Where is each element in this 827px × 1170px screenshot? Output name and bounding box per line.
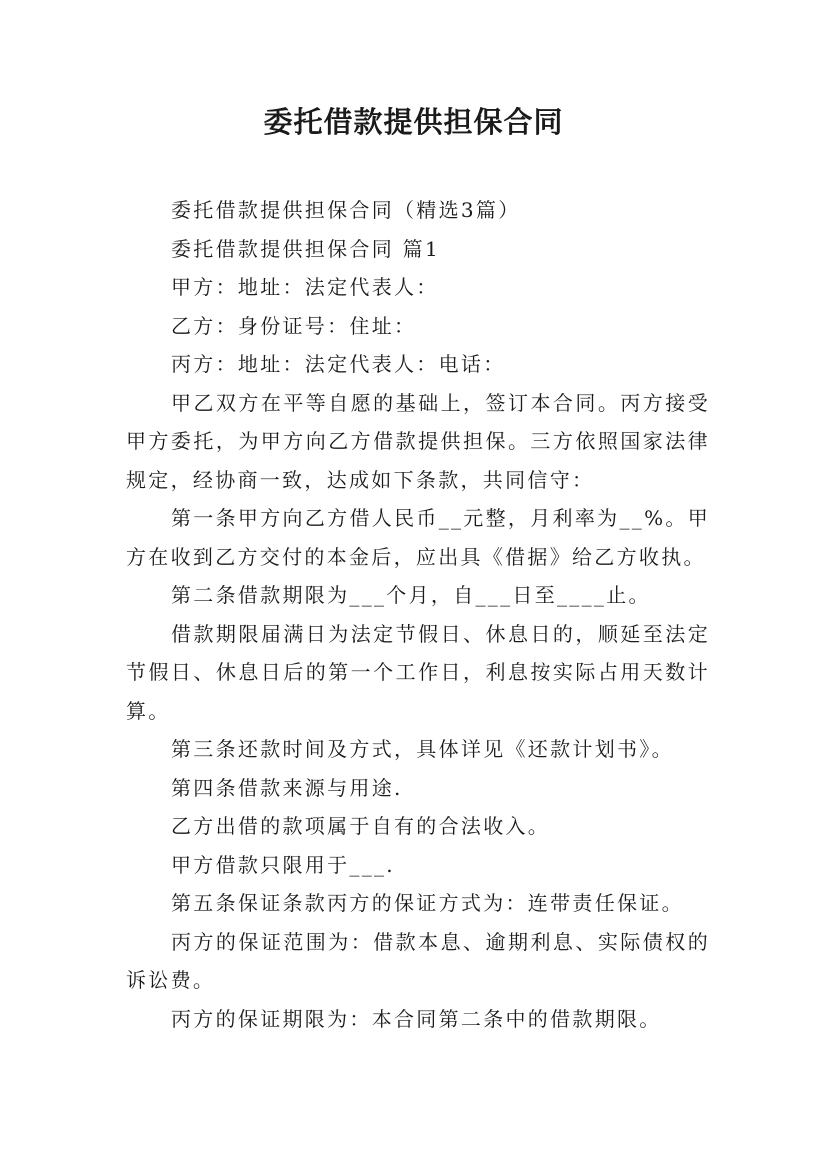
paragraph-party-c: 丙方：地址：法定代表人：电话：: [171, 352, 506, 376]
paragraph-term-extension: 借款期限届满日为法定节假日、休息日的，顺延至法定节假日、休息日后的第一个工作日，利息按实际占用天数计算。: [126, 621, 710, 723]
paragraph-article-2: 第二条借款期限为___个月，自___日至____止。: [171, 583, 651, 607]
paragraph-preamble: 甲乙双方在平等自愿的基础上，签订本合同。丙方接受甲方委托，为甲方向乙方借款提供担保。三方依照国家法律规定，经协商一致，达成如下条款，共同信守：: [126, 390, 710, 492]
document-title: 委托借款提供担保合同: [263, 105, 564, 139]
paragraph-article-1: 第一条甲方向乙方借人民币__元整，月利率为__%。甲方在收到乙方交付的本金后，应出具《借据》给乙方收执。: [126, 506, 710, 569]
paragraph-fund-source: 乙方出借的款项属于自有的合法收入。: [171, 814, 551, 838]
paragraph-article-4: 第四条借款来源与用途.: [171, 775, 403, 800]
paragraph-article-3: 第三条还款时间及方式，具体详见《还款计划书》。: [171, 737, 674, 761]
paragraph-article-5: 第五条保证条款丙方的保证方式为：连带责任保证。: [171, 891, 684, 915]
paragraph-guarantee-scope: 丙方的保证范围为：借款本息、逾期利息、实际债权的诉讼费。: [126, 929, 710, 992]
paragraph-fund-usage: 甲方借款只限用于___.: [171, 852, 395, 877]
paragraph-party-b: 乙方：身份证号：住址：: [171, 313, 417, 338]
document-body: [126, 191, 710, 1038]
paragraph-section-heading: 委托借款提供担保合同 篇1: [171, 236, 440, 261]
paragraph-guarantee-term: 丙方的保证期限为：本合同第二条中的借款期限。: [171, 1006, 662, 1031]
paragraph-subtitle: 委托借款提供担保合同（精选3篇）: [171, 198, 521, 222]
paragraph-party-a: 甲方：地址：法定代表人：: [171, 275, 439, 299]
